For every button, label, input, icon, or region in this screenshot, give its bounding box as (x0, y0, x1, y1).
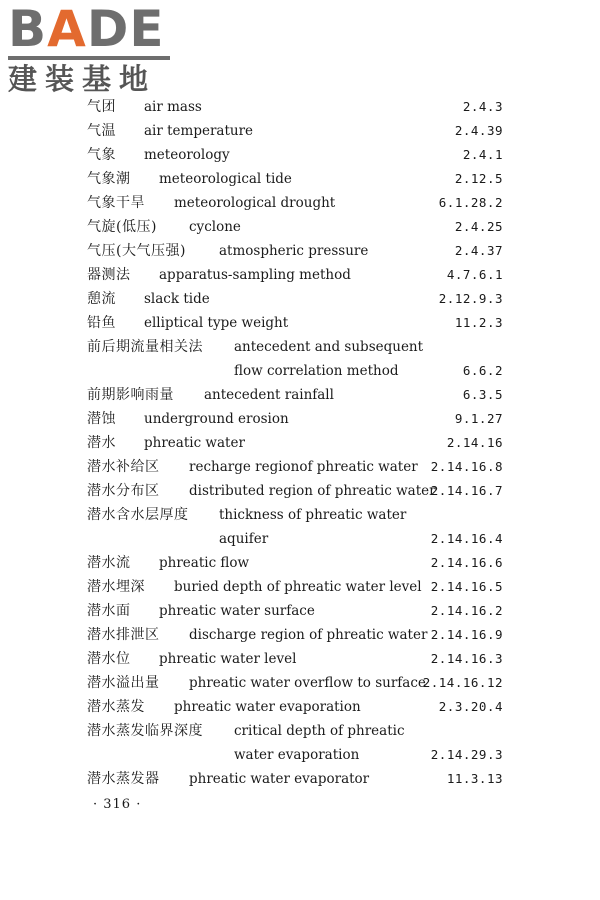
entry-term: 前期影响雨量 (87, 387, 174, 403)
entry-reference: 2.14.16.3 (430, 651, 503, 666)
entry-term: 潜水 (87, 435, 116, 451)
entry-english: air temperature (144, 123, 254, 139)
entry-english: phreatic water level (159, 651, 297, 667)
entry-term: 潜水面 (87, 603, 131, 619)
glossary-entry (0, 215, 600, 239)
entry-reference: 2.4.37 (454, 243, 503, 258)
entry-term: 气团 (87, 99, 116, 115)
entry-english: phreatic flow (159, 555, 250, 571)
entry-english: discharge region of phreatic water (189, 627, 428, 643)
entry-english: antecedent and subsequent (234, 339, 424, 355)
entry-english-continued: flow correlation method (234, 363, 399, 379)
glossary-entry (0, 167, 600, 191)
entry-reference: 4.7.6.1 (446, 267, 503, 282)
entry-english: critical depth of phreatic (234, 723, 405, 739)
glossary-entry (0, 407, 600, 431)
entry-term: 潜水流 (87, 555, 131, 571)
entry-reference: 2.4.1 (462, 147, 503, 162)
glossary-entry (0, 143, 600, 167)
entry-term: 气象潮 (87, 171, 131, 187)
entry-reference: 2.12.9.3 (438, 291, 503, 306)
entry-term: 铅鱼 (87, 315, 116, 331)
entry-reference: 2.14.16.2 (430, 603, 503, 618)
entry-reference: 6.6.2 (462, 363, 503, 378)
glossary-entry (0, 431, 600, 455)
bade-logo (8, 0, 178, 96)
glossary-entry (0, 695, 600, 719)
entry-reference: 2.14.16.7 (430, 483, 503, 498)
glossary-entry (0, 455, 600, 479)
entry-reference: 2.4.25 (454, 219, 503, 234)
entry-term: 潜水蒸发临界深度 (87, 723, 203, 739)
entry-reference: 2.14.16.4 (430, 531, 503, 546)
logo-wordmark: BADE (8, 0, 165, 58)
entry-term: 气压(大气压强) (87, 243, 186, 259)
entry-english: slack tide (144, 291, 210, 307)
entry-term: 潜水埋深 (87, 579, 145, 595)
entry-english: meteorology (144, 147, 230, 163)
entry-english: phreatic water (144, 435, 245, 451)
entry-english: phreatic water surface (159, 603, 315, 619)
entry-reference: 2.14.16 (446, 435, 503, 450)
entry-term: 潜水蒸发 (87, 699, 145, 715)
entry-english-continued: water evaporation (234, 747, 360, 763)
entry-english: elliptical type weight (144, 315, 289, 331)
entry-reference: 11.2.3 (454, 315, 503, 330)
glossary-entry (0, 551, 600, 575)
entry-term: 气象干旱 (87, 195, 145, 211)
entry-term: 憩流 (87, 291, 116, 307)
glossary-index (0, 95, 600, 791)
glossary-entry (0, 335, 600, 383)
entry-english: thickness of phreatic water (219, 507, 407, 523)
glossary-entry (0, 623, 600, 647)
entry-english: phreatic water evaporator (189, 771, 370, 787)
entry-term: 潜水补给区 (87, 459, 160, 475)
glossary-entry (0, 287, 600, 311)
entry-reference: 6.1.28.2 (438, 195, 503, 210)
entry-english-continued: aquifer (219, 531, 269, 547)
entry-english: distributed region of phreatic water (189, 483, 436, 499)
entry-reference: 2.12.5 (454, 171, 503, 186)
logo-subtitle: 建装基地 (8, 62, 157, 96)
entry-reference: 2.14.16.6 (430, 555, 503, 570)
entry-reference: 2.14.16.8 (430, 459, 503, 474)
entry-english: underground erosion (144, 411, 289, 427)
entry-reference: 2.14.16.9 (430, 627, 503, 642)
glossary-entry (0, 239, 600, 263)
entry-term: 气象 (87, 147, 116, 163)
entry-reference: 6.3.5 (462, 387, 503, 402)
entry-english: phreatic water evaporation (174, 699, 361, 715)
entry-term: 潜水位 (87, 651, 131, 667)
glossary-entry (0, 599, 600, 623)
glossary-entry (0, 119, 600, 143)
entry-term: 潜水溢出量 (87, 675, 160, 691)
glossary-entry (0, 575, 600, 599)
glossary-entry (0, 503, 600, 551)
entry-english: cyclone (189, 219, 241, 235)
entry-reference: 2.14.29.3 (430, 747, 503, 762)
entry-english: air mass (144, 99, 202, 115)
entry-term: 器测法 (87, 267, 131, 283)
entry-english: buried depth of phreatic water level (174, 579, 422, 595)
glossary-entry (0, 95, 600, 119)
entry-term: 前后期流量相关法 (87, 339, 203, 355)
glossary-entry (0, 647, 600, 671)
entry-term: 气旋(低压) (87, 219, 157, 235)
entry-reference: 2.4.39 (454, 123, 503, 138)
page-number: · 316 · (93, 797, 142, 812)
entry-term: 潜蚀 (87, 411, 116, 427)
entry-english: phreatic water overflow to surface (189, 675, 426, 691)
glossary-entry (0, 383, 600, 407)
entry-term: 潜水分布区 (87, 483, 160, 499)
entry-reference: 2.14.16.5 (430, 579, 503, 594)
entry-reference: 2.4.3 (462, 99, 503, 114)
glossary-entry (0, 767, 600, 791)
entry-english: antecedent rainfall (204, 387, 334, 403)
entry-term: 潜水含水层厚度 (87, 507, 189, 523)
entry-term: 潜水排泄区 (87, 627, 160, 643)
entry-term: 潜水蒸发器 (87, 771, 160, 787)
glossary-entry (0, 311, 600, 335)
glossary-entry (0, 263, 600, 287)
entry-english: meteorological tide (159, 171, 292, 187)
entry-term: 气温 (87, 123, 116, 139)
glossary-entry (0, 191, 600, 215)
entry-reference: 2.14.16.12 (422, 675, 503, 690)
glossary-entry (0, 719, 600, 767)
glossary-entry (0, 479, 600, 503)
entry-english: recharge regionof phreatic water (189, 459, 418, 475)
entry-reference: 11.3.13 (446, 771, 503, 786)
glossary-entry (0, 671, 600, 695)
entry-english: atmospheric pressure (219, 243, 369, 259)
entry-english: meteorological drought (174, 195, 336, 211)
entry-english: apparatus-sampling method (159, 267, 351, 283)
entry-reference: 9.1.27 (454, 411, 503, 426)
entry-reference: 2.3.20.4 (438, 699, 503, 714)
